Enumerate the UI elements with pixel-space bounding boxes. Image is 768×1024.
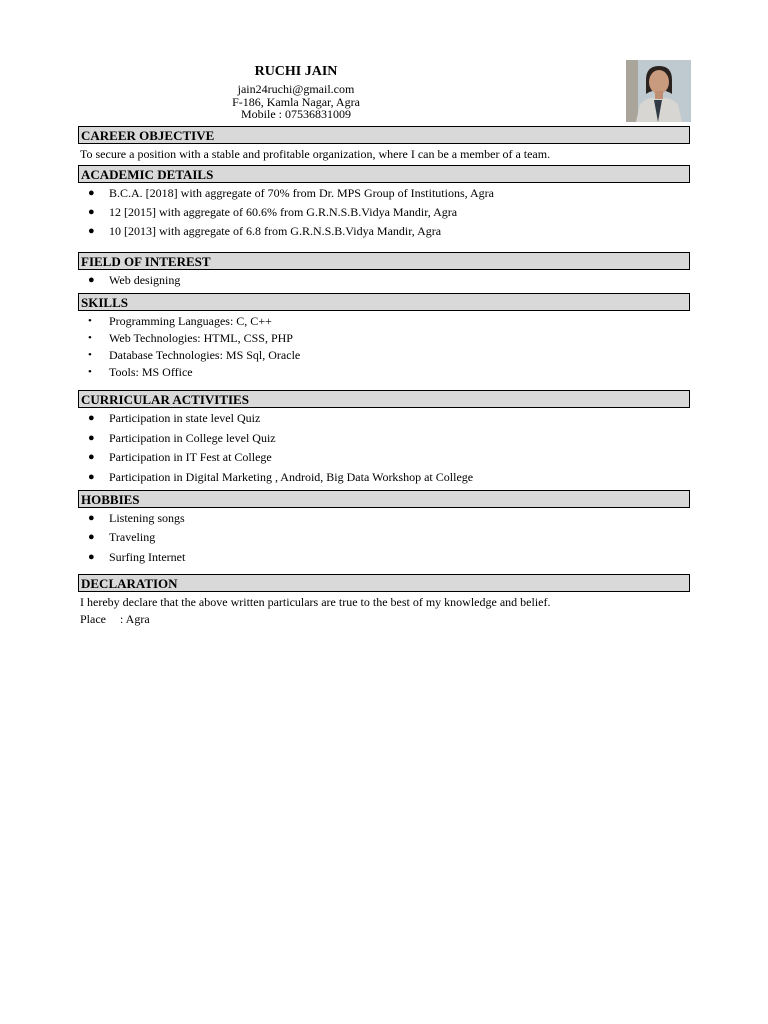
- bullet-icon: •: [88, 349, 92, 361]
- profile-photo: [626, 60, 691, 122]
- declaration-text: I hereby declare that the above written particulars are true to the best of my knowledge and belief.: [80, 595, 551, 609]
- section-header-declaration: DECLARATION: [78, 574, 690, 592]
- section-header-hobbies: HOBBIES: [78, 490, 690, 508]
- place-line: [80, 612, 150, 626]
- bullet-icon: ●: [88, 206, 95, 218]
- bullet-icon: ●: [88, 512, 95, 524]
- candidate-name: RUCHI JAIN: [254, 64, 338, 79]
- mobile-text: Mobile : 07536831009: [241, 107, 351, 121]
- place-value: : Agra: [120, 612, 150, 626]
- bullet-icon: ●: [88, 451, 95, 463]
- bullet-icon: •: [88, 332, 92, 344]
- bullet-icon: ●: [88, 531, 95, 543]
- bullet-icon: ●: [88, 187, 95, 199]
- place-label: Place: [80, 612, 106, 626]
- bullet-icon: •: [88, 315, 92, 327]
- bullet-icon: ●: [88, 471, 95, 483]
- bullet-icon: •: [88, 366, 92, 378]
- career-objective-text: To secure a position with a stable and profitable organization, where I can be a member of a team.: [80, 147, 551, 161]
- section-header-field-of-interest: FIELD OF INTEREST: [78, 252, 690, 270]
- bullet-icon: ●: [88, 274, 95, 286]
- section-header-career-objective: CAREER OBJECTIVE: [78, 126, 690, 144]
- bullet-icon: ●: [88, 412, 95, 424]
- email-text: jain24ruchi@gmail.com: [237, 82, 355, 96]
- section-header-academic-details: ACADEMIC DETAILS: [78, 165, 690, 183]
- bullet-icon: ●: [88, 432, 95, 444]
- section-header-skills: SKILLS: [78, 293, 690, 311]
- address-text: F-186, Kamla Nagar, Agra: [232, 94, 360, 109]
- contact-block: [196, 83, 396, 121]
- bullet-icon: ●: [88, 225, 95, 237]
- section-header-curricular-activities: CURRICULAR ACTIVITIES: [78, 390, 690, 408]
- bullet-icon: ●: [88, 551, 95, 563]
